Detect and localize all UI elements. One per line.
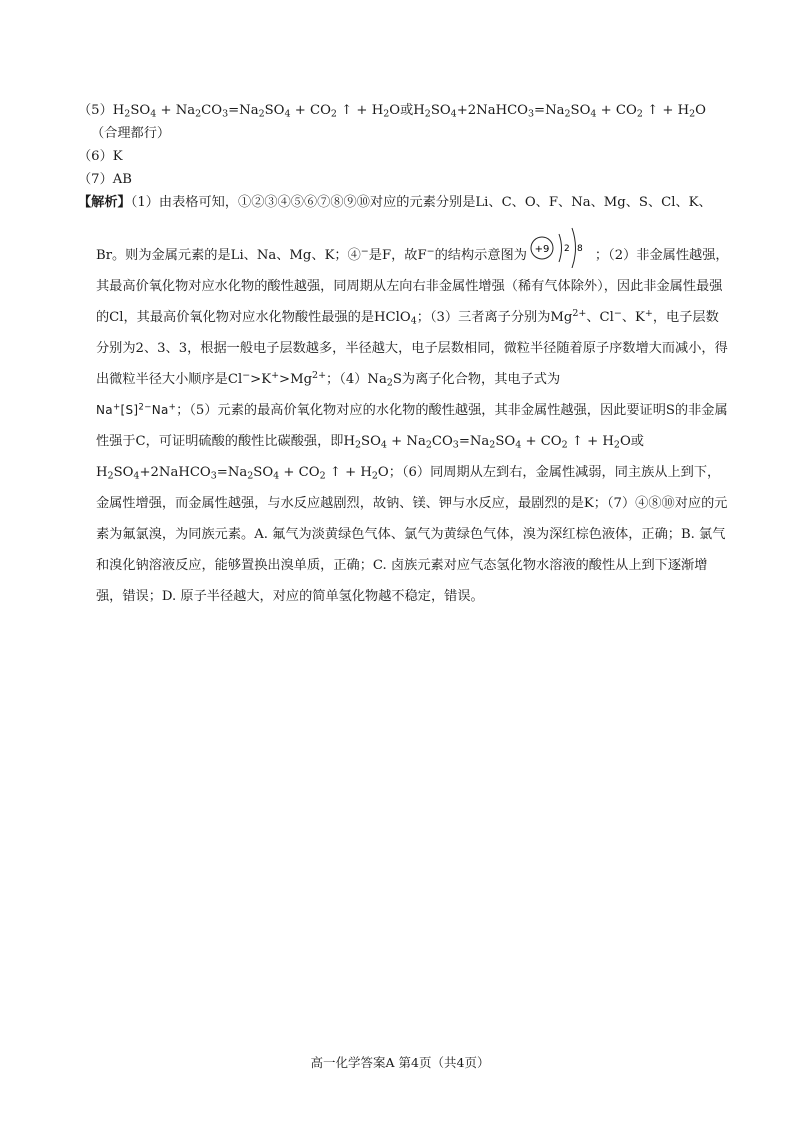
answer-5 <box>78 99 730 145</box>
answer-5-label: （5） <box>78 103 113 118</box>
answer-content <box>78 99 730 612</box>
analysis-line-1 <box>78 191 730 214</box>
analysis-body <box>78 222 730 612</box>
formula-1: $H_2SO_4 + Na_2CO_3=Na_2SO_4 + CO_2$ ↑ + $H_2O$ <box>112 103 401 120</box>
shell-1-count: 2 <box>563 244 570 254</box>
or-text: 或 <box>400 103 414 118</box>
na2s-electron-formula: $Na^+[S]^{2-}Na^+$ <box>96 402 177 417</box>
fluoride-structure-diagram <box>529 222 593 268</box>
shell-2-count: 8 <box>576 244 583 254</box>
formula-2: $H_2SO_4+2NaHCO_3=Na_2SO_4 + CO_2$ ↑ + $H_2O$ <box>413 103 706 120</box>
formula-4: $H_2SO_4+2NaHCO_3=Na_2SO_4 + CO_2$ ↑ + $H_2O$ <box>96 465 389 482</box>
analysis-part-1: （1）由表格可知，①②③④⑤⑥⑦⑧⑨⑩对应的元素分别是Li、C、O、F、Na、Mg、S、Cl、K、 <box>130 195 712 210</box>
analysis-label: 【解析】 <box>78 195 131 210</box>
page-footer: 高一化学答案A 第4页（共4页） <box>310 1055 490 1070</box>
answer-6: （6）K <box>78 149 123 164</box>
formula-3: $H_2SO_4 + Na_2CO_3=Na_2SO_4 + CO_2$ ↑ + $H_2O$ <box>343 434 631 451</box>
answer-5-note: （合理都行） <box>91 126 171 141</box>
answer-7: （7）AB <box>78 172 132 187</box>
nucleus-label: +9 <box>534 244 550 255</box>
analysis-para-2: $Na^+[S]^{2-}Na^+$；（5）元素的最高价氧化物对应的水化物的酸性越强，其非金属性越强，因此要证明S的非金属性强于C，可证明硫酸的酸性比碳酸强，即$H_2SO_4 + Na_2CO_3=Na_2SO_4 + CO_2$ ↑ + $H_2O$或$H_2SO_4+2NaHCO_3=Na_2SO_4 + CO_2$ ↑ + $H_2O$；（6）同周期从左到右，金属性减弱，同主族从上到下，金属性增强，而金属性越强，与水反应越剧烈，故钠、镁、钾与水反应，最剧烈的是K；（7）④⑧⑩对应的元素为氟氯溴，为同族元素。A. 氟气为淡黄绿色气体、氯气为黄绿色气体，溴为深红棕色液体，正确；B. 氯气和溴化钠溶液反应，能够置换出溴单质，正确；C. 卤族元素对应气态氢化物水溶液的酸性从上到下逐渐增强，错误；D. 原子半径越大，对应的简单氢化物越不稳定，错误。 <box>96 402 728 604</box>
analysis-para-1: Br。则为金属元素的是Li、Na、Mg、K；④−是F，故F−的结构示意图为 +9 2 8 ；（2）非金属性越强，其最高价氧化物对应水化物的酸性越强，同周期从左向右非金属性增强（稀有气体除外），因此非金属性最强的Cl，其最高价氧化物对应水化物酸性最强的是HClO$_4$；（3）三者离子分别为$Mg^{2+}$、Cl−、K+，电子层数分别为2、3、3，根据一般电子层数越多，半径越大，电子层数相同，微粒半径随着原子序数增大而减小，得出微粒半径大小顺序是$Cl^->K^+>Mg^{2+}$；$(4)Na_2S$为离子化合物，其电子式为 <box>96 222 730 395</box>
